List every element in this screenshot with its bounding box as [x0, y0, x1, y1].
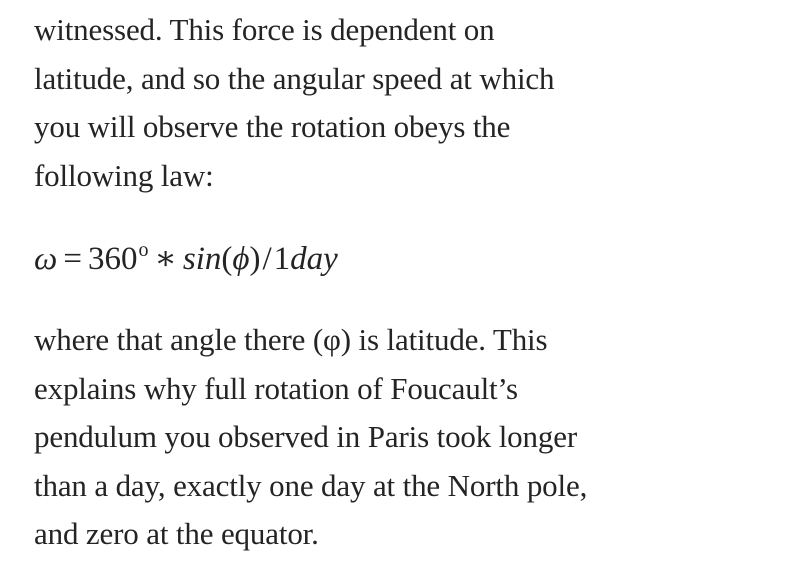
text-line: witnessed. This force is dependent on	[34, 12, 495, 47]
formula-equals: =	[63, 241, 82, 277]
text-line: explains why full rotation of Foucault’s	[34, 370, 518, 406]
text-line: and zero at the equator.	[34, 516, 319, 551]
formula-phi: ϕ	[232, 241, 250, 277]
formula-omega: ω	[34, 241, 58, 277]
text-line: than a day, exactly one day at the North pole,	[34, 467, 588, 503]
formula-sin: sin	[182, 241, 222, 277]
formula-open-paren: (	[221, 241, 233, 277]
formula-degree-mark: o	[138, 239, 149, 261]
text-line: where that angle there (φ) is latitude. This	[34, 322, 548, 357]
text-line: following law:	[34, 157, 214, 193]
formula-slash: /	[262, 241, 272, 277]
paragraph-explanation	[34, 316, 587, 559]
formula-angle-value: 360	[87, 241, 138, 277]
formula-close-paren: )	[249, 241, 261, 277]
math-formula	[34, 226, 338, 283]
paragraph-intro	[34, 6, 554, 200]
text-line: latitude, and so the angular speed at which	[34, 60, 555, 96]
formula-day: day	[290, 241, 338, 277]
text-line: pendulum you observed in Paris took longer	[34, 419, 578, 454]
formula-times: ∗	[154, 241, 177, 277]
text-line: you will observe the rotation obeys the	[34, 109, 511, 144]
formula-one: 1	[273, 241, 291, 277]
